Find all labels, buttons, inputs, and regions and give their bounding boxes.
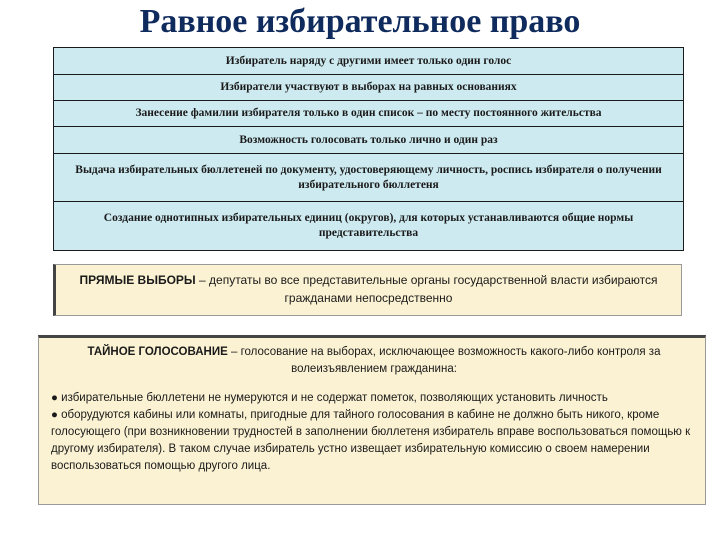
table-row: Выдача избирательных бюллетеней по документу, удостоверяющему личность, роспись избирателя о получении избирательного бюллетеня <box>54 154 683 202</box>
secret-ballot-heading <box>51 344 697 378</box>
secret-ballot-panel <box>38 335 706 505</box>
list-item: ● избирательные бюллетени не нумеруются и не содержат пометок, позволяющих установить личность <box>51 392 608 404</box>
direct-elections-panel <box>53 264 682 316</box>
direct-elections-definition: – депутаты во все представительные органы государственной власти избираются гражданами непосредственно <box>195 273 658 305</box>
table-row: Возможность голосовать только лично и один раз <box>54 127 683 154</box>
secret-ballot-definition: – голосование на выборах, исключающее возможность какого-либо контроля за волеизъявлением гражданина: <box>227 346 661 375</box>
secret-ballot-term: ТАЙНОЕ ГОЛОСОВАНИЕ <box>87 346 228 358</box>
table-row: Занесение фамилии избирателя только в один список – по месту постоянного жительства <box>54 101 683 127</box>
secret-ballot-list <box>51 390 697 475</box>
table-row: Избиратель наряду с другими имеет только один голос <box>54 48 683 75</box>
table-row: Избиратели участвуют в выборах на равных основаниях <box>54 75 683 101</box>
list-item: ● оборудуются кабины или комнаты, пригодные для тайного голосования в кабине не должно быть никого, кроме голосующего (при возникновении трудностей в заполнении бюллетеня избиратель вправе воспользоваться помощью к другому избирателя). В таком случае избиратель устно извещает избирательную комиссию о своем намерении воспользоваться помощью другого лица. <box>51 409 691 472</box>
direct-elections-term: ПРЯМЫЕ ВЫБОРЫ <box>79 273 196 287</box>
principles-table <box>53 47 684 251</box>
table-row: Создание однотипных избирательных единиц (округов), для которых устанавливаются общие нормы представительства <box>103 212 634 239</box>
page-title: Равное избирательное право <box>139 3 581 40</box>
